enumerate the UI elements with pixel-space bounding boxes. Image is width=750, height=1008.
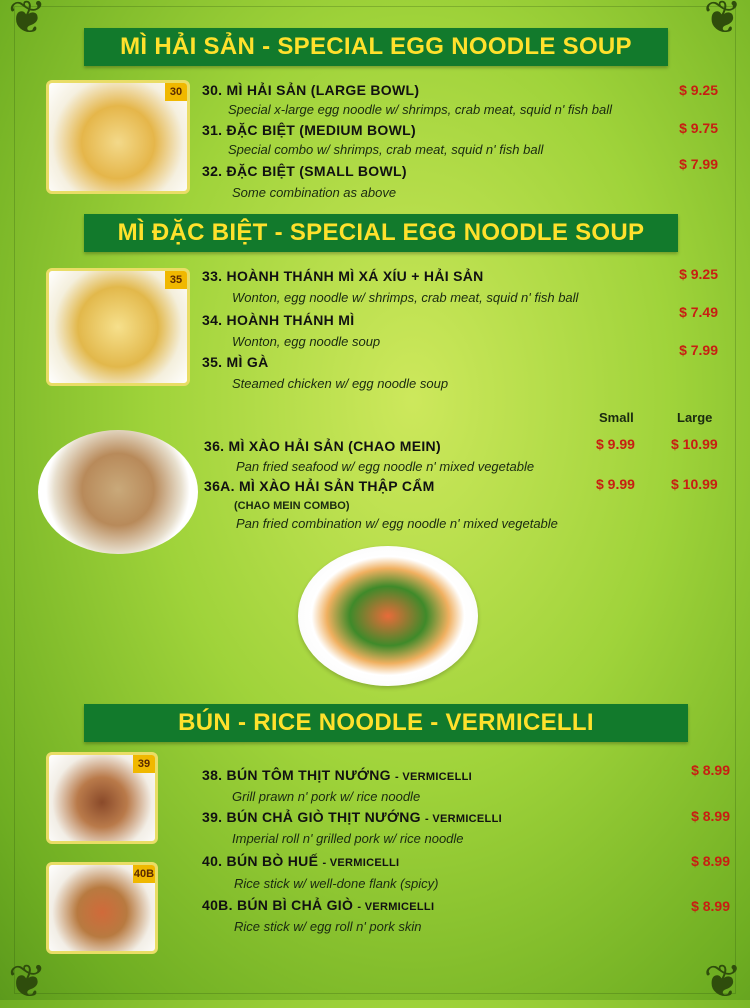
photo-badge: 40B	[133, 865, 155, 883]
photo-badge: 39	[133, 755, 155, 773]
food-photo	[46, 862, 158, 954]
item-description: Special x-large egg noodle w/ shrimps, crab meat, squid n' fish ball	[228, 102, 613, 117]
item-description: Wonton, egg noodle soup	[232, 334, 381, 349]
item-description: Rice stick w/ egg roll n' pork skin	[234, 919, 422, 934]
item-name: 36A. MÌ XÀO HẢI SẢN THẬP CẨM	[204, 478, 435, 494]
item-price: $ 8.99	[691, 808, 730, 824]
item-name	[202, 809, 502, 825]
food-photo-bowl	[38, 430, 198, 554]
item-price: $ 9.25	[679, 82, 718, 98]
item-name: 34. HOÀNH THÁNH MÌ	[202, 312, 355, 328]
item-name: 33. HOÀNH THÁNH MÌ XÁ XÍU + HẢI SẢN	[202, 268, 484, 284]
item-price: $ 9.75	[679, 120, 718, 136]
item-name-text: 39. BÚN CHẢ GIÒ THỊT NƯỚNG	[202, 809, 421, 825]
item-price: $ 7.99	[679, 156, 718, 172]
item-price: $ 9.25	[679, 266, 718, 282]
item-name	[202, 767, 472, 783]
food-photo	[46, 268, 190, 386]
item-price: $ 7.49	[679, 304, 718, 320]
item-price-large: $ 10.99	[671, 436, 718, 452]
food-photo	[46, 80, 190, 194]
size-header-large: Large	[677, 410, 713, 425]
item-name: 35. MÌ GÀ	[202, 354, 269, 370]
item-name-text: 40B. BÚN BÌ CHẢ GIÒ	[202, 897, 354, 913]
item-name: 36. MÌ XÀO HẢI SẢN (CHAO MEIN)	[204, 438, 441, 454]
section-banner-special-egg-noodle: MÌ ĐẶC BIỆT - SPECIAL EGG NOODLE SOUP	[84, 214, 678, 252]
item-tag: - VERMICELLI	[322, 857, 400, 869]
food-photo-platter	[298, 546, 478, 686]
item-price: $ 7.99	[679, 342, 718, 358]
item-price-large: $ 10.99	[671, 476, 718, 492]
item-tag: - VERMICELLI	[425, 813, 502, 825]
item-description: Steamed chicken w/ egg noodle soup	[232, 376, 449, 391]
item-description: Some combination as above	[232, 185, 397, 200]
corner-flourish-icon: ❦	[8, 0, 47, 44]
corner-flourish-icon: ❦	[703, 954, 742, 1008]
item-price: $ 8.99	[691, 898, 730, 914]
item-price: $ 8.99	[691, 762, 730, 778]
food-photo	[46, 752, 158, 844]
item-description: Wonton, egg noodle w/ shrimps, crab meat, squid n' fish ball	[232, 290, 579, 305]
item-name: 32. ĐẶC BIỆT (SMALL BOWL)	[202, 163, 407, 179]
item-name: 30. MÌ HẢI SẢN (LARGE BOWL)	[202, 82, 420, 98]
item-name	[202, 897, 434, 913]
item-description: Pan fried seafood w/ egg noodle n' mixed vegetable	[236, 459, 535, 474]
item-price-small: $ 9.99	[596, 476, 635, 492]
item-tag: - VERMICELLI	[395, 771, 472, 783]
item-tag: - VERMICELLI	[357, 901, 435, 913]
item-description: Special combo w/ shrimps, crab meat, squid n' fish ball	[228, 142, 544, 157]
item-description: Imperial roll n' grilled pork w/ rice noodle	[232, 831, 464, 846]
item-price-small: $ 9.99	[596, 436, 635, 452]
item-price: $ 8.99	[691, 853, 730, 869]
item-name	[202, 853, 399, 869]
item-description: Grill prawn n' pork w/ rice noodle	[232, 789, 421, 804]
section-banner-egg-noodle: MÌ HẢI SẢN - SPECIAL EGG NOODLE SOUP	[84, 28, 668, 66]
item-name-text: 40. BÚN BÒ HUẾ	[202, 853, 319, 869]
corner-flourish-icon: ❦	[703, 0, 742, 44]
section-banner-rice-noodle: BÚN - RICE NOODLE - VERMICELLI	[84, 704, 688, 742]
item-subtitle: (CHAO MEIN COMBO)	[234, 500, 350, 512]
item-description: Rice stick w/ well-done flank (spicy)	[234, 876, 439, 891]
item-description: Pan fried combination w/ egg noodle n' mixed vegetable	[236, 516, 558, 531]
item-name-text: 38. BÚN TÔM THỊT NƯỚNG	[202, 767, 391, 783]
corner-flourish-icon: ❦	[8, 954, 47, 1008]
photo-badge: 30	[165, 83, 187, 101]
photo-badge: 35	[165, 271, 187, 289]
size-header-small: Small	[599, 410, 634, 425]
item-name: 31. ĐẶC BIỆT (MEDIUM BOWL)	[202, 122, 416, 138]
